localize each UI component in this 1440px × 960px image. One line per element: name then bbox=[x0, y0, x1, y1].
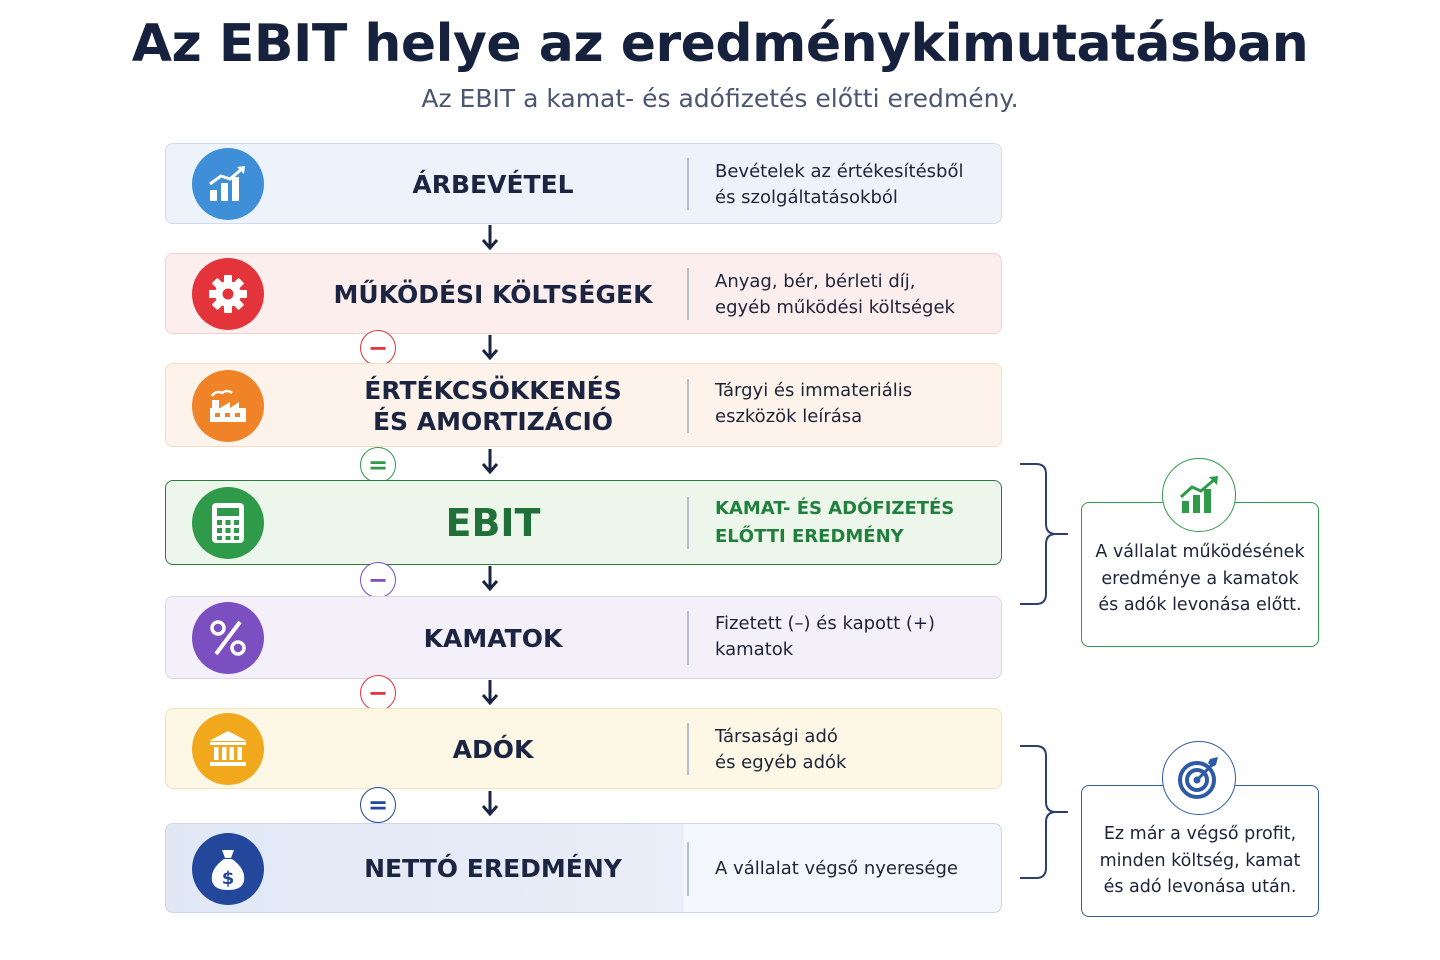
row-ebit bbox=[165, 480, 1002, 565]
desc-line: A vállalat végső nyeresége bbox=[715, 858, 958, 879]
equals-operator: = bbox=[360, 787, 396, 823]
desc-line: ELŐTTI EREDMÉNY bbox=[715, 526, 904, 547]
row-mukodesi-koltsegek bbox=[165, 253, 1002, 334]
row-description bbox=[715, 378, 995, 430]
note-line: minden költség, kamat bbox=[1099, 850, 1301, 871]
row-adok bbox=[165, 708, 1002, 789]
arrow-down-icon bbox=[480, 224, 500, 252]
row-ertekcsokkenes bbox=[165, 363, 1002, 447]
percent-icon bbox=[192, 602, 264, 674]
desc-line: eszközök leírása bbox=[715, 406, 863, 427]
label-line: ÉS AMORTIZÁCIÓ bbox=[372, 407, 614, 436]
desc-line: KAMAT- ÉS ADÓFIZETÉS bbox=[715, 498, 955, 519]
divider bbox=[687, 842, 689, 896]
calculator-icon bbox=[192, 487, 264, 559]
row-description bbox=[715, 495, 995, 551]
row-arbevetel bbox=[165, 143, 1002, 224]
row-description bbox=[715, 269, 995, 321]
divider bbox=[687, 268, 689, 320]
desc-line: kamatok bbox=[715, 639, 794, 660]
gear-icon bbox=[192, 258, 264, 330]
note-line: és adók levonása előtt. bbox=[1098, 595, 1302, 615]
page-title: Az EBIT helye az eredménykimutatásban bbox=[131, 14, 1309, 74]
row-description bbox=[715, 611, 995, 663]
desc-line: egyéb működési költségek bbox=[715, 297, 955, 318]
row-label: MŰKÖDÉSI KÖLTSÉGEK bbox=[333, 280, 653, 309]
row-kamatok bbox=[165, 596, 1002, 679]
row-description bbox=[715, 856, 995, 882]
arrow-down-icon bbox=[480, 790, 500, 818]
note-line: eredménye a kamatok bbox=[1101, 568, 1299, 589]
arrow-down-icon bbox=[480, 679, 500, 707]
row-description bbox=[715, 724, 995, 776]
note-line: és adó levonása után. bbox=[1103, 877, 1297, 897]
factory-icon bbox=[192, 370, 264, 442]
minus-operator: − bbox=[360, 675, 396, 711]
row-label bbox=[296, 375, 690, 437]
desc-line: és egyéb adók bbox=[715, 752, 847, 773]
svg-text:$: $ bbox=[221, 868, 235, 889]
money-bag-icon bbox=[192, 833, 264, 905]
minus-operator: − bbox=[360, 330, 396, 366]
row-description bbox=[715, 159, 995, 211]
row-label: KAMATOK bbox=[423, 624, 563, 653]
desc-line: Bevételek az értékesítésből bbox=[715, 161, 964, 182]
arrow-down-icon bbox=[480, 334, 500, 362]
divider bbox=[687, 497, 689, 549]
row-label: EBIT bbox=[445, 501, 541, 545]
desc-line: és szolgáltatásokból bbox=[715, 187, 898, 208]
curly-bracket bbox=[1018, 744, 1074, 880]
row-label: ADÓK bbox=[452, 735, 534, 764]
note-line: Ez már a végső profit, bbox=[1103, 824, 1297, 844]
divider bbox=[687, 723, 689, 775]
row-netto-eredmeny bbox=[165, 823, 1002, 913]
label-line: ÉRTÉKCSÖKKENÉS bbox=[364, 376, 622, 405]
equals-operator: = bbox=[360, 447, 396, 483]
curly-bracket bbox=[1018, 462, 1074, 606]
arrow-down-icon bbox=[480, 448, 500, 476]
row-label: ÁRBEVÉTEL bbox=[412, 170, 574, 199]
growth-chart-icon bbox=[1162, 458, 1236, 532]
bar-chart-icon bbox=[192, 148, 264, 220]
target-icon bbox=[1162, 741, 1236, 815]
note-line: A vállalat működésének bbox=[1095, 542, 1305, 562]
row-label: NETTÓ EREDMÉNY bbox=[364, 854, 622, 883]
desc-line: Tárgyi és immateriális bbox=[715, 380, 913, 401]
page-subtitle: Az EBIT a kamat- és adófizetés előtti eredmény. bbox=[421, 84, 1019, 113]
divider bbox=[687, 611, 689, 665]
desc-line: Társasági adó bbox=[715, 726, 838, 747]
desc-line: Anyag, bér, bérleti díj, bbox=[715, 271, 916, 292]
minus-operator: − bbox=[360, 562, 396, 598]
arrow-down-icon bbox=[480, 565, 500, 593]
desc-line: Fizetett (–) és kapott (+) bbox=[715, 613, 936, 634]
divider bbox=[687, 158, 689, 210]
divider bbox=[687, 379, 689, 433]
bank-icon bbox=[192, 713, 264, 785]
